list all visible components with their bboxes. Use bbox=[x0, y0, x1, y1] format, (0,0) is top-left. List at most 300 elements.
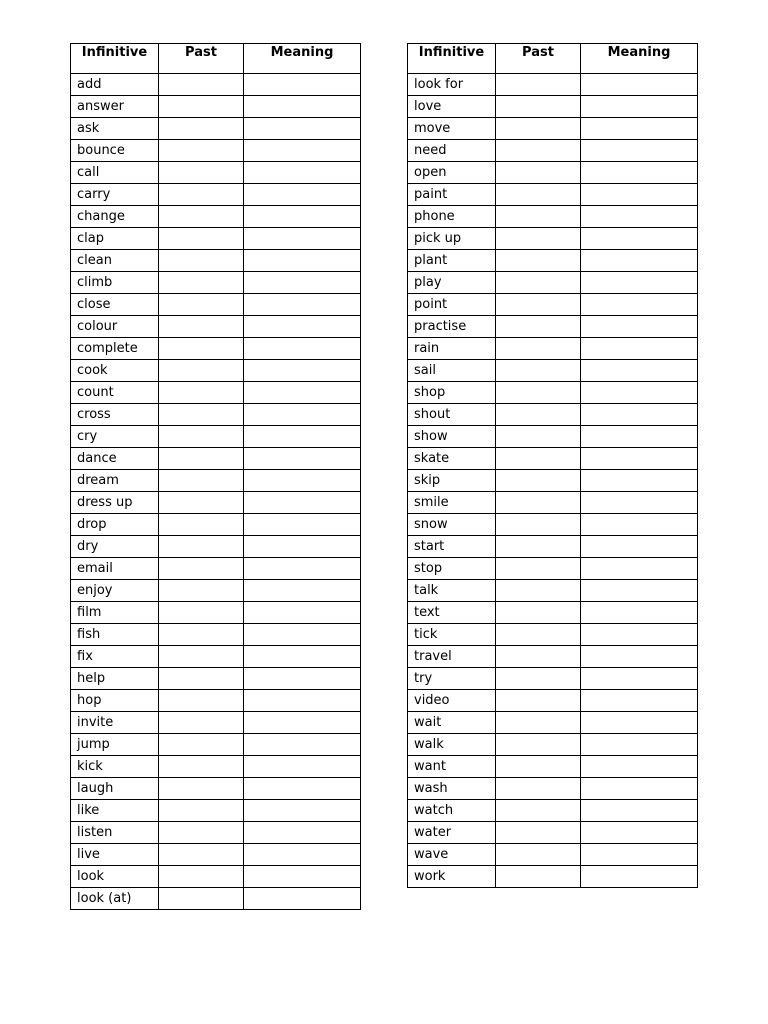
infinitive-cell: skate bbox=[408, 448, 496, 470]
past-answer-cell[interactable] bbox=[496, 74, 581, 96]
meaning-answer-cell[interactable] bbox=[581, 470, 698, 492]
past-answer-cell[interactable] bbox=[496, 206, 581, 228]
table-row bbox=[408, 360, 698, 382]
infinitive-cell: invite bbox=[71, 712, 159, 734]
infinitive-cell: wash bbox=[408, 778, 496, 800]
header-row bbox=[71, 44, 361, 74]
infinitive-cell: listen bbox=[71, 822, 159, 844]
past-answer-cell[interactable] bbox=[496, 118, 581, 140]
meaning-answer-cell[interactable] bbox=[581, 96, 698, 118]
meaning-answer-cell[interactable] bbox=[581, 624, 698, 646]
infinitive-cell: point bbox=[408, 294, 496, 316]
past-answer-cell[interactable] bbox=[496, 184, 581, 206]
meaning-answer-cell[interactable] bbox=[244, 294, 361, 316]
meaning-answer-cell[interactable] bbox=[244, 272, 361, 294]
table-row bbox=[408, 448, 698, 470]
past-answer-cell[interactable] bbox=[159, 360, 244, 382]
meaning-answer-cell[interactable] bbox=[244, 228, 361, 250]
infinitive-cell: pick up bbox=[408, 228, 496, 250]
past-answer-cell[interactable] bbox=[496, 536, 581, 558]
meaning-answer-cell[interactable] bbox=[581, 118, 698, 140]
meaning-answer-cell[interactable] bbox=[244, 360, 361, 382]
infinitive-cell: skip bbox=[408, 470, 496, 492]
infinitive-cell: enjoy bbox=[71, 580, 159, 602]
meaning-answer-cell[interactable] bbox=[581, 74, 698, 96]
infinitive-cell: close bbox=[71, 294, 159, 316]
meaning-answer-cell[interactable] bbox=[581, 294, 698, 316]
past-answer-cell[interactable] bbox=[496, 96, 581, 118]
verb-rows bbox=[71, 74, 361, 910]
meaning-answer-cell[interactable] bbox=[244, 250, 361, 272]
infinitive-cell: ask bbox=[71, 118, 159, 140]
infinitive-cell: try bbox=[408, 668, 496, 690]
meaning-answer-cell[interactable] bbox=[244, 734, 361, 756]
infinitive-cell: fish bbox=[71, 624, 159, 646]
table-row bbox=[408, 184, 698, 206]
past-answer-cell[interactable] bbox=[159, 844, 244, 866]
infinitive-cell: look bbox=[71, 866, 159, 888]
meaning-answer-cell[interactable] bbox=[581, 602, 698, 624]
infinitive-cell: shout bbox=[408, 404, 496, 426]
past-answer-cell[interactable] bbox=[159, 118, 244, 140]
past-answer-cell[interactable] bbox=[159, 712, 244, 734]
table-row bbox=[71, 822, 361, 844]
infinitive-cell: colour bbox=[71, 316, 159, 338]
infinitive-cell: dance bbox=[71, 448, 159, 470]
table-row bbox=[408, 756, 698, 778]
table-row bbox=[408, 294, 698, 316]
table-row bbox=[408, 206, 698, 228]
meaning-answer-cell[interactable] bbox=[581, 316, 698, 338]
table-row bbox=[71, 426, 361, 448]
table-row bbox=[71, 404, 361, 426]
meaning-answer-cell[interactable] bbox=[244, 448, 361, 470]
table-row bbox=[71, 316, 361, 338]
table-row bbox=[71, 668, 361, 690]
past-answer-cell[interactable] bbox=[496, 272, 581, 294]
meaning-answer-cell[interactable] bbox=[244, 602, 361, 624]
past-answer-cell[interactable] bbox=[159, 250, 244, 272]
table-row bbox=[408, 118, 698, 140]
infinitive-cell: snow bbox=[408, 514, 496, 536]
past-answer-cell[interactable] bbox=[496, 602, 581, 624]
infinitive-cell: stop bbox=[408, 558, 496, 580]
past-answer-cell[interactable] bbox=[159, 756, 244, 778]
past-header: Past bbox=[159, 44, 244, 74]
infinitive-cell: text bbox=[408, 602, 496, 624]
infinitive-cell: show bbox=[408, 426, 496, 448]
meaning-answer-cell[interactable] bbox=[581, 558, 698, 580]
infinitive-cell: wait bbox=[408, 712, 496, 734]
meaning-answer-cell[interactable] bbox=[581, 536, 698, 558]
meaning-answer-cell[interactable] bbox=[244, 844, 361, 866]
past-answer-cell[interactable] bbox=[496, 228, 581, 250]
table-row bbox=[408, 492, 698, 514]
table-row bbox=[408, 162, 698, 184]
past-answer-cell[interactable] bbox=[159, 668, 244, 690]
meaning-answer-cell[interactable] bbox=[581, 646, 698, 668]
table-row bbox=[408, 228, 698, 250]
past-answer-cell[interactable] bbox=[496, 866, 581, 888]
table-row bbox=[408, 470, 698, 492]
infinitive-cell: kick bbox=[71, 756, 159, 778]
table-row bbox=[408, 250, 698, 272]
infinitive-cell: cross bbox=[71, 404, 159, 426]
past-answer-cell[interactable] bbox=[159, 888, 244, 910]
meaning-answer-cell[interactable] bbox=[581, 712, 698, 734]
infinitive-cell: look (at) bbox=[71, 888, 159, 910]
meaning-answer-cell[interactable] bbox=[581, 844, 698, 866]
meaning-answer-cell[interactable] bbox=[244, 404, 361, 426]
table-row bbox=[71, 646, 361, 668]
infinitive-cell: answer bbox=[71, 96, 159, 118]
past-header: Past bbox=[496, 44, 581, 74]
meaning-answer-cell[interactable] bbox=[581, 228, 698, 250]
meaning-answer-cell[interactable] bbox=[244, 470, 361, 492]
past-answer-cell[interactable] bbox=[159, 316, 244, 338]
infinitive-cell: walk bbox=[408, 734, 496, 756]
table-row bbox=[408, 712, 698, 734]
table-row bbox=[408, 316, 698, 338]
meaning-answer-cell[interactable] bbox=[244, 866, 361, 888]
table-row bbox=[71, 800, 361, 822]
past-answer-cell[interactable] bbox=[159, 184, 244, 206]
meaning-answer-cell[interactable] bbox=[581, 580, 698, 602]
infinitive-cell: wave bbox=[408, 844, 496, 866]
infinitive-cell: sail bbox=[408, 360, 496, 382]
infinitive-cell: paint bbox=[408, 184, 496, 206]
infinitive-cell: complete bbox=[71, 338, 159, 360]
table-row bbox=[71, 470, 361, 492]
infinitive-cell: call bbox=[71, 162, 159, 184]
past-answer-cell[interactable] bbox=[159, 822, 244, 844]
table-row bbox=[71, 250, 361, 272]
infinitive-header: Infinitive bbox=[71, 44, 159, 74]
infinitive-cell: film bbox=[71, 602, 159, 624]
past-answer-cell[interactable] bbox=[159, 734, 244, 756]
table-row bbox=[71, 272, 361, 294]
table-row bbox=[408, 800, 698, 822]
infinitive-cell: hop bbox=[71, 690, 159, 712]
meaning-answer-cell[interactable] bbox=[581, 822, 698, 844]
meaning-answer-cell[interactable] bbox=[581, 140, 698, 162]
past-answer-cell[interactable] bbox=[159, 206, 244, 228]
infinitive-cell: work bbox=[408, 866, 496, 888]
table-row bbox=[71, 514, 361, 536]
past-answer-cell[interactable] bbox=[496, 426, 581, 448]
table-row bbox=[408, 624, 698, 646]
past-answer-cell[interactable] bbox=[159, 140, 244, 162]
meaning-answer-cell[interactable] bbox=[244, 514, 361, 536]
meaning-answer-cell[interactable] bbox=[581, 756, 698, 778]
infinitive-cell: jump bbox=[71, 734, 159, 756]
table-row bbox=[71, 492, 361, 514]
infinitive-cell: add bbox=[71, 74, 159, 96]
past-answer-cell[interactable] bbox=[496, 514, 581, 536]
past-answer-cell[interactable] bbox=[159, 162, 244, 184]
meaning-answer-cell[interactable] bbox=[244, 118, 361, 140]
infinitive-cell: dream bbox=[71, 470, 159, 492]
table-row bbox=[408, 822, 698, 844]
meaning-answer-cell[interactable] bbox=[581, 162, 698, 184]
table-row bbox=[71, 624, 361, 646]
past-answer-cell[interactable] bbox=[496, 294, 581, 316]
table-row bbox=[408, 426, 698, 448]
table-row bbox=[71, 602, 361, 624]
infinitive-cell: play bbox=[408, 272, 496, 294]
table-row bbox=[408, 580, 698, 602]
meaning-answer-cell[interactable] bbox=[244, 338, 361, 360]
infinitive-header: Infinitive bbox=[408, 44, 496, 74]
infinitive-cell: count bbox=[71, 382, 159, 404]
meaning-answer-cell[interactable] bbox=[244, 756, 361, 778]
table-row bbox=[71, 360, 361, 382]
meaning-answer-cell[interactable] bbox=[581, 382, 698, 404]
table-row bbox=[408, 866, 698, 888]
meaning-answer-cell[interactable] bbox=[244, 646, 361, 668]
infinitive-cell: cook bbox=[71, 360, 159, 382]
infinitive-cell: start bbox=[408, 536, 496, 558]
table-row bbox=[71, 140, 361, 162]
table-row bbox=[71, 734, 361, 756]
past-answer-cell[interactable] bbox=[496, 624, 581, 646]
meaning-answer-cell[interactable] bbox=[244, 382, 361, 404]
past-answer-cell[interactable] bbox=[496, 668, 581, 690]
past-answer-cell[interactable] bbox=[159, 690, 244, 712]
table-row bbox=[408, 74, 698, 96]
infinitive-cell: like bbox=[71, 800, 159, 822]
meaning-answer-cell[interactable] bbox=[581, 778, 698, 800]
table-row bbox=[71, 74, 361, 96]
past-answer-cell[interactable] bbox=[159, 272, 244, 294]
meaning-header: Meaning bbox=[581, 44, 698, 74]
meaning-answer-cell[interactable] bbox=[244, 74, 361, 96]
past-answer-cell[interactable] bbox=[159, 448, 244, 470]
table-row bbox=[71, 756, 361, 778]
infinitive-cell: plant bbox=[408, 250, 496, 272]
infinitive-cell: practise bbox=[408, 316, 496, 338]
past-answer-cell[interactable] bbox=[496, 250, 581, 272]
past-answer-cell[interactable] bbox=[159, 294, 244, 316]
meaning-answer-cell[interactable] bbox=[581, 514, 698, 536]
meaning-answer-cell[interactable] bbox=[244, 690, 361, 712]
meaning-answer-cell[interactable] bbox=[244, 206, 361, 228]
header-row bbox=[408, 44, 698, 74]
table-row bbox=[71, 118, 361, 140]
past-answer-cell[interactable] bbox=[159, 580, 244, 602]
table-row bbox=[71, 448, 361, 470]
past-answer-cell[interactable] bbox=[496, 558, 581, 580]
meaning-answer-cell[interactable] bbox=[244, 426, 361, 448]
table-row bbox=[71, 206, 361, 228]
past-answer-cell[interactable] bbox=[496, 646, 581, 668]
past-answer-cell[interactable] bbox=[496, 338, 581, 360]
verb-table-left bbox=[70, 43, 361, 910]
table-row bbox=[71, 888, 361, 910]
past-answer-cell[interactable] bbox=[159, 866, 244, 888]
past-answer-cell[interactable] bbox=[496, 382, 581, 404]
past-answer-cell[interactable] bbox=[496, 734, 581, 756]
meaning-answer-cell[interactable] bbox=[581, 426, 698, 448]
past-answer-cell[interactable] bbox=[159, 800, 244, 822]
table-row bbox=[71, 536, 361, 558]
past-answer-cell[interactable] bbox=[159, 470, 244, 492]
past-answer-cell[interactable] bbox=[496, 756, 581, 778]
infinitive-cell: bounce bbox=[71, 140, 159, 162]
table-row bbox=[408, 404, 698, 426]
infinitive-cell: talk bbox=[408, 580, 496, 602]
meaning-answer-cell[interactable] bbox=[581, 492, 698, 514]
past-answer-cell[interactable] bbox=[496, 448, 581, 470]
past-answer-cell[interactable] bbox=[496, 492, 581, 514]
table-row bbox=[71, 690, 361, 712]
meaning-answer-cell[interactable] bbox=[581, 272, 698, 294]
past-answer-cell[interactable] bbox=[496, 316, 581, 338]
past-answer-cell[interactable] bbox=[159, 514, 244, 536]
table-row bbox=[408, 338, 698, 360]
past-answer-cell[interactable] bbox=[159, 646, 244, 668]
meaning-answer-cell[interactable] bbox=[244, 712, 361, 734]
meaning-answer-cell[interactable] bbox=[244, 316, 361, 338]
infinitive-cell: dry bbox=[71, 536, 159, 558]
past-answer-cell[interactable] bbox=[496, 800, 581, 822]
infinitive-cell: love bbox=[408, 96, 496, 118]
verb-table-right bbox=[407, 43, 698, 888]
infinitive-cell: phone bbox=[408, 206, 496, 228]
meaning-answer-cell[interactable] bbox=[581, 668, 698, 690]
meaning-answer-cell[interactable] bbox=[244, 492, 361, 514]
meaning-answer-cell[interactable] bbox=[244, 184, 361, 206]
meaning-answer-cell[interactable] bbox=[244, 162, 361, 184]
infinitive-cell: laugh bbox=[71, 778, 159, 800]
meaning-answer-cell[interactable] bbox=[244, 580, 361, 602]
meaning-answer-cell[interactable] bbox=[244, 822, 361, 844]
table-row bbox=[71, 844, 361, 866]
meaning-answer-cell[interactable] bbox=[244, 800, 361, 822]
meaning-answer-cell[interactable] bbox=[581, 338, 698, 360]
infinitive-cell: move bbox=[408, 118, 496, 140]
table-row bbox=[71, 294, 361, 316]
infinitive-cell: travel bbox=[408, 646, 496, 668]
table-row bbox=[71, 558, 361, 580]
meaning-answer-cell[interactable] bbox=[244, 778, 361, 800]
meaning-answer-cell[interactable] bbox=[581, 448, 698, 470]
infinitive-cell: smile bbox=[408, 492, 496, 514]
table-row bbox=[408, 690, 698, 712]
infinitive-cell: carry bbox=[71, 184, 159, 206]
table-row bbox=[408, 602, 698, 624]
table-row bbox=[408, 272, 698, 294]
meaning-answer-cell[interactable] bbox=[244, 668, 361, 690]
meaning-answer-cell[interactable] bbox=[581, 690, 698, 712]
table-row bbox=[71, 338, 361, 360]
past-answer-cell[interactable] bbox=[496, 712, 581, 734]
past-answer-cell[interactable] bbox=[159, 382, 244, 404]
past-answer-cell[interactable] bbox=[159, 558, 244, 580]
past-answer-cell[interactable] bbox=[159, 602, 244, 624]
infinitive-cell: look for bbox=[408, 74, 496, 96]
past-answer-cell[interactable] bbox=[496, 822, 581, 844]
past-answer-cell[interactable] bbox=[159, 778, 244, 800]
meaning-answer-cell[interactable] bbox=[581, 206, 698, 228]
table-row bbox=[408, 558, 698, 580]
meaning-answer-cell[interactable] bbox=[244, 888, 361, 910]
meaning-answer-cell[interactable] bbox=[244, 536, 361, 558]
meaning-answer-cell[interactable] bbox=[244, 624, 361, 646]
table-row bbox=[408, 96, 698, 118]
infinitive-cell: water bbox=[408, 822, 496, 844]
table-row bbox=[71, 778, 361, 800]
past-answer-cell[interactable] bbox=[496, 404, 581, 426]
past-answer-cell[interactable] bbox=[496, 162, 581, 184]
meaning-answer-cell[interactable] bbox=[244, 558, 361, 580]
past-answer-cell[interactable] bbox=[159, 624, 244, 646]
table-row bbox=[408, 668, 698, 690]
past-answer-cell[interactable] bbox=[159, 426, 244, 448]
table-row bbox=[408, 646, 698, 668]
infinitive-cell: help bbox=[71, 668, 159, 690]
table-row bbox=[71, 580, 361, 602]
infinitive-cell: shop bbox=[408, 382, 496, 404]
infinitive-cell: clean bbox=[71, 250, 159, 272]
infinitive-cell: open bbox=[408, 162, 496, 184]
past-answer-cell[interactable] bbox=[159, 228, 244, 250]
past-answer-cell[interactable] bbox=[496, 690, 581, 712]
table-row bbox=[408, 778, 698, 800]
past-answer-cell[interactable] bbox=[496, 140, 581, 162]
past-answer-cell[interactable] bbox=[496, 470, 581, 492]
infinitive-cell: email bbox=[71, 558, 159, 580]
meaning-answer-cell[interactable] bbox=[581, 800, 698, 822]
meaning-answer-cell[interactable] bbox=[244, 96, 361, 118]
table-row bbox=[408, 514, 698, 536]
past-answer-cell[interactable] bbox=[159, 492, 244, 514]
verb-rows bbox=[408, 74, 698, 888]
past-answer-cell[interactable] bbox=[496, 844, 581, 866]
table-row bbox=[408, 844, 698, 866]
meaning-header: Meaning bbox=[244, 44, 361, 74]
infinitive-cell: tick bbox=[408, 624, 496, 646]
infinitive-cell: need bbox=[408, 140, 496, 162]
infinitive-cell: clap bbox=[71, 228, 159, 250]
meaning-answer-cell[interactable] bbox=[581, 404, 698, 426]
past-answer-cell[interactable] bbox=[496, 778, 581, 800]
meaning-answer-cell[interactable] bbox=[581, 250, 698, 272]
infinitive-cell: want bbox=[408, 756, 496, 778]
past-answer-cell[interactable] bbox=[159, 338, 244, 360]
past-answer-cell[interactable] bbox=[496, 580, 581, 602]
past-answer-cell[interactable] bbox=[159, 96, 244, 118]
table-row bbox=[408, 536, 698, 558]
infinitive-cell: climb bbox=[71, 272, 159, 294]
past-answer-cell[interactable] bbox=[496, 360, 581, 382]
meaning-answer-cell[interactable] bbox=[581, 360, 698, 382]
table-row bbox=[71, 228, 361, 250]
table-row bbox=[71, 866, 361, 888]
table-row bbox=[71, 162, 361, 184]
infinitive-cell: live bbox=[71, 844, 159, 866]
meaning-answer-cell[interactable] bbox=[581, 184, 698, 206]
meaning-answer-cell[interactable] bbox=[581, 866, 698, 888]
infinitive-cell: fix bbox=[71, 646, 159, 668]
infinitive-cell: change bbox=[71, 206, 159, 228]
past-answer-cell[interactable] bbox=[159, 536, 244, 558]
infinitive-cell: cry bbox=[71, 426, 159, 448]
meaning-answer-cell[interactable] bbox=[244, 140, 361, 162]
meaning-answer-cell[interactable] bbox=[581, 734, 698, 756]
past-answer-cell[interactable] bbox=[159, 404, 244, 426]
past-answer-cell[interactable] bbox=[159, 74, 244, 96]
